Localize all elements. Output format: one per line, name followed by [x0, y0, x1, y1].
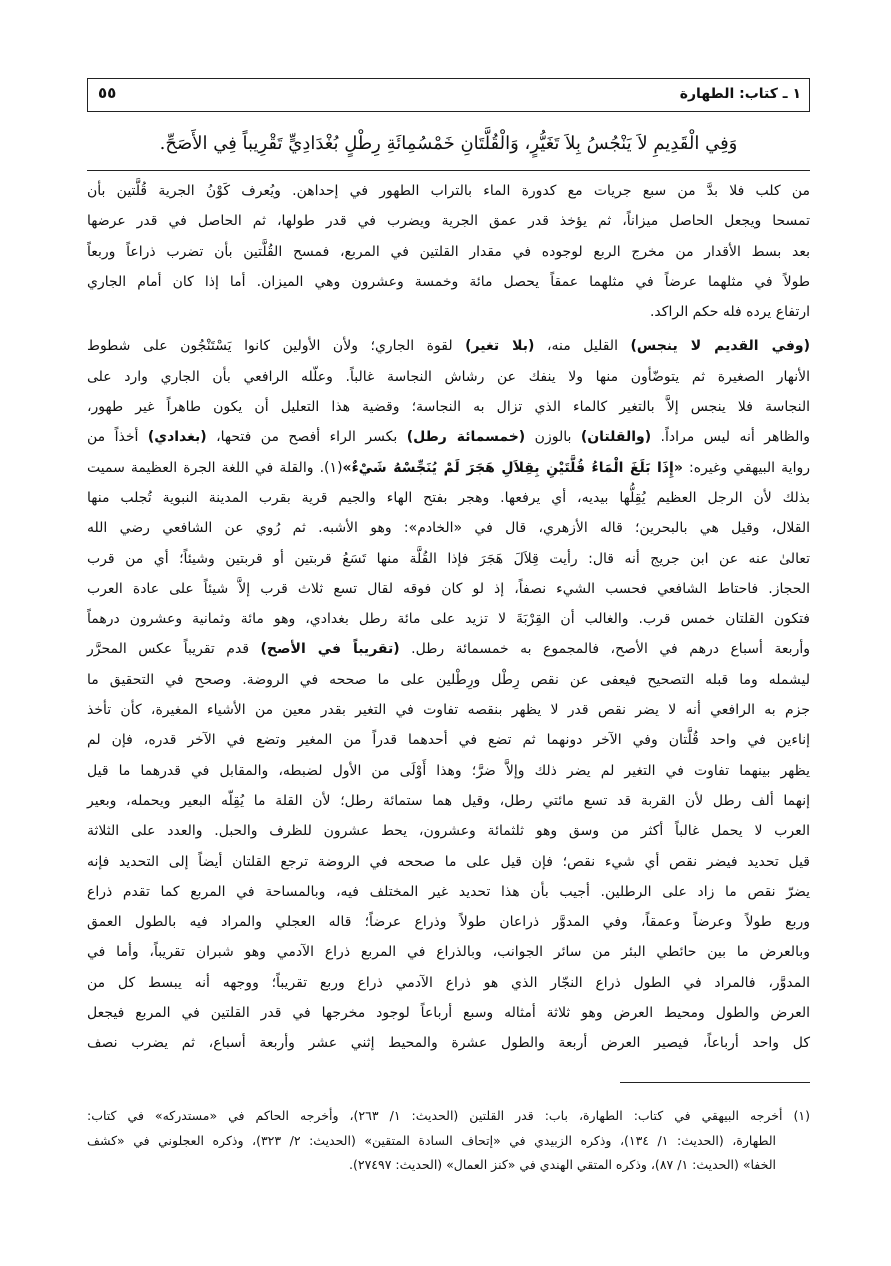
text-segment: الأنهار الصغيرة ثم يتوضّأون منها ولا ينفك عن رشاش النجاسة غالباً. وعلّله الرافعي بأن الجاري وارد على [87, 368, 810, 385]
matn-text: وَفِي الْقَدِيمِ لاَ يَنْجُسُ بِلاَ تَغَيُّرٍ، وَالْقُلَّتَانِ خَمْسُمِائَةِ رِطْلٍ بُغْدَادِيٍّ تَقْرِيباً فِي الأَصَحِّ. [159, 133, 738, 154]
text-line [87, 176, 810, 206]
matn-quote: (بغدادي) [147, 429, 207, 446]
text-segment: بكسر الراء أفصح من فتحها، [206, 429, 407, 446]
text-segment: تمسحا ويجعل الحاصل ميزاناً، ثم يؤخذ قدر عمق الجرية ويضرب في قدر طولها، ثم الحاصل في قدر عرضها [87, 213, 810, 230]
text-line [87, 544, 810, 574]
text-line [87, 206, 810, 236]
text-line [87, 877, 810, 907]
commentary-body [87, 176, 810, 1059]
text-line [87, 725, 810, 755]
matn-divider [87, 170, 810, 171]
text-line [87, 513, 810, 543]
text-segment: ارتفاع يرده فله حكم الراكد. [649, 304, 810, 321]
text-segment: المدوَّر، فالمراد في الطول ذراع النجّار الذي هو ذراع الآدمي ذراع وربع تقريباً؛ ووجهه أنه يبسط كل من [87, 974, 810, 991]
text-segment: أخذاً من [87, 429, 148, 446]
text-segment: تعالىٰ عنه عن ابن جريج أنه قال: رأيت قِلاَلَ هَجَرَ فإذا القُلَّة منها تَسَعُ قربتين أو قربتين وشيئاً؛ أي من قرب [87, 550, 810, 567]
text-segment: وربع طولاً وعرضاً وعمقاً، وفي المدوَّر ذراعان طولاً وذراع عرضاً؛ قاله العجلي والمراد فيه بالطول العمق [87, 914, 810, 931]
text-segment: رواية البيهقي وغيره: [682, 459, 810, 476]
text-line [87, 297, 810, 327]
text-segment: بالوزن [525, 429, 581, 446]
text-segment: يضرّ نقص ما زاد على الرطلين. أجيب بأن هذا تحديد غير المختلف فيه، وبالمساحة في المربع كما تقدم ذراع [87, 883, 810, 900]
text-segment: القليل منه، [534, 338, 631, 355]
matn-quote: (تقريباً في الأصح) [260, 641, 400, 658]
text-segment: ليشمله وما قبله التصحيح فيعفى عن نقص رِطْل ورِطْلين على ما صححه في الروضة. وصحح في التحقيق ما [87, 671, 810, 688]
text-segment: وبالعرض ما بين حائطي البئر من سائر الجوانب، وبالذراع في المربع ذراع الآدمي وهو شبران تقريباً، وأما في [87, 944, 810, 961]
text-segment: يظهر بينهما تفاوت في التغير لم يضر ذلك وإلاَّ ضرَّ؛ وهذا أَوْلَى من الأول لضبطه، والمقابل في قدرهما ما قيل [87, 762, 810, 779]
text-line [87, 237, 810, 267]
matn-quote: (والقلتان) [580, 429, 652, 446]
footnote-divider [620, 1082, 810, 1083]
footnote-line: (١) أخرجه البيهقي في كتاب: الطهارة، باب: قدر القلتين (الحديث: ١/ ٢٦٣)، وأخرجه الحاكم في «مستدركه» في كتاب: [87, 1108, 810, 1123]
text-segment: من كلب فلا بدَّ من سبع جريات مع كدورة الماء بالتراب الطهور في إحداهن. ويُعرف كَوْنُ الجرية قُلَّتين بأن [87, 183, 810, 199]
text-segment: جزم به الرافعي أنه لا يضر نقص قدر لا يظهر بنقصه تفاوت في التغير بقدر معين من الأشياء المغيرة، كأن تأخذ [87, 702, 810, 719]
footnote-line: الخفا» (الحديث: ١/ ٨٧)، وذكره المتقي الهندي في «كنز العمال» (الحديث: ٢٧٤٩٧). [349, 1157, 776, 1172]
text-line [87, 422, 810, 452]
text-line [87, 392, 810, 422]
text-line [87, 574, 810, 604]
page-number: ٥٥ [98, 84, 117, 102]
text-line [87, 483, 810, 513]
text-line [87, 665, 810, 695]
chapter-title: ١ ـ كتاب: الطهارة [679, 86, 801, 102]
text-segment: بعد بسط الأقدار من مخرج الربع لوجوده في مقدار القلتين في المربع، فمسح القُلَّتين بأن تضرب ذراعاً وربعاً [87, 243, 810, 260]
text-segment: الحجاز. فاحتاط الشافعي فحسب الشيء نصفاً، إذ لو كان فوقه لقال تسع ثلاث قرب إلاَّ شيئاً على عادة العرب [87, 580, 810, 597]
running-header [87, 78, 810, 112]
text-line [87, 786, 810, 816]
text-line [87, 847, 810, 877]
text-segment: كل واحد أرباعاً، فيصير العرض أربعة والطول عشرة والمحيط إثني عشر وأربعة أسباع، ثم يضرب نصف [87, 1035, 810, 1052]
matn-quote: (وفي القديم لا ينجس) [630, 338, 811, 355]
text-line [87, 937, 810, 967]
text-segment: النجاسة فلا ينجس إلاَّ بالتغير كالماء الذي تزال به النجاسة؛ وقضية هذا التعليل أن يكون طاهراً غير طهور، [87, 399, 810, 416]
text-segment: العرض والطول ومحيط العرض وهو ثلاثة أمثاله وسبع أرباعاً لوجود مخرجها في قدر القلتين في المربع فيجعل [87, 1005, 810, 1022]
text-segment: فتكون القلتان خمس قرب. والغالب أن القِرْبَةَ لا تزيد على مائة رطل بغدادي، وهو مائة وثمانية وعشرون درهماً [87, 611, 810, 628]
text-line [87, 816, 810, 846]
text-segment: القلال، وقيل هي بالبحرين؛ قاله الأزهري، قال في «الخادم»: وهو الأشبه. ثم رُوي عن الشافعي رضي الله [87, 520, 810, 537]
text-line [87, 267, 810, 297]
text-line [87, 756, 810, 786]
text-segment: إنهما ألف رطل لأن القربة قد تسع مائتي رطل، وقيل هما ستمائة رطل؛ لأن القلة ما يُقِلّه البعير ويحمله، وبعير [87, 792, 810, 809]
text-line [87, 998, 810, 1028]
matn-quote: (بلا تغير) [465, 338, 535, 355]
text-segment: قدم تقريباً عكس المحرَّر [87, 641, 261, 658]
text-line [87, 604, 810, 634]
footnote-line: الطهارة، (الحديث: ١/ ١٣٤)، وذكره الزبيدي في «إتحاف السادة المتقين» (الحديث: ٢/ ٣٢٣)، وذكره العجلوني في «كشف [87, 1132, 776, 1148]
text-segment: والظاهر أنه ليس مراداً. [651, 429, 810, 446]
text-line [87, 907, 810, 937]
text-line [87, 1028, 810, 1058]
text-segment: طولاً في مثلهما عرضاً في مثلهما عمقاً يحصل مائة وخمسة وعشرون وهي الميزان. أما إذا كان أمام الجاري [87, 273, 810, 290]
text-line [87, 453, 810, 483]
footnotes [87, 1104, 810, 1178]
matn-quote: «إِذَا بَلَغَ الْمَاءُ قُلَّتَيْنِ بِقِلاَلِ هَجَرَ لَمْ يُنَجِّسْهُ شَيْءٌ» [342, 459, 683, 476]
text-line [87, 362, 810, 392]
text-line [87, 695, 810, 725]
matn-quote: (خمسمائة رطل) [406, 429, 526, 446]
text-line [87, 331, 810, 361]
text-segment: (١). والقلة في اللغة الجرة العظيمة سميت [87, 459, 343, 476]
text-segment: إناءين في واحد قُلَّتان وفي الآخر دونهما ثم تضع في أحدهما قدراً من المغير وتضع في الآخر قدره، فإن لم [87, 732, 810, 749]
text-segment: بذلك لأن الرجل العظيم يُقِلُّها بيديه، أي يرفعها. وهجر بفتح الهاء والجيم قرية بقرب المدينة النبوية تُجلب منها [87, 489, 810, 506]
text-line [87, 968, 810, 998]
text-line [87, 634, 810, 664]
text-segment: قيل تحديد فيضر نقص أي شيء نقص؛ فإن قيل على ما صححه في الروضة ترجع القلتان أيضاً إلى التحديد فإنه [87, 853, 810, 870]
text-segment: العرب لا يحمل غالباً أكثر من وسق وهو ثلثمائة وعشرون، يحط عشرون للظرف والحبل. والعدد على الثلاثة [87, 823, 810, 840]
text-segment: لقوة الجاري؛ ولأن الأولين كانوا يَسْتَنْجُون على شطوط [87, 338, 466, 355]
text-segment: وأربعة أسباع درهم في الأصح، فالمجموع به خمسمائة رطل. [399, 641, 810, 658]
